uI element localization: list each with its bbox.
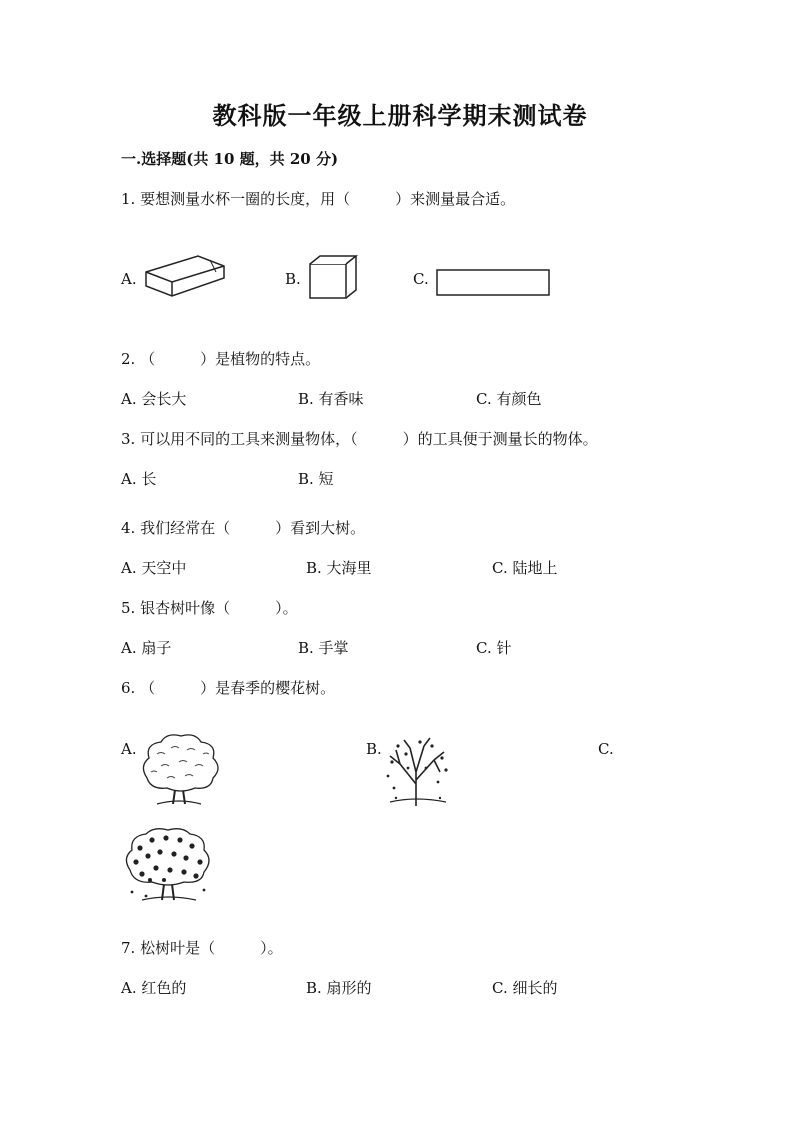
q7-option-c[interactable]: C. 细长的 (492, 979, 558, 997)
question-5: 5. 银杏树叶像（ ）。 (121, 599, 298, 617)
cube-icon (308, 254, 358, 302)
q4-option-c[interactable]: C. 陆地上 (492, 559, 558, 577)
q1-option-c[interactable]: C. (413, 270, 429, 288)
rectangle-strip-icon (436, 269, 552, 297)
question-1: 1. 要想测量水杯一圈的长度，用（ ）来测量最合适。 (121, 190, 516, 208)
q2-option-b[interactable]: B. 有香味 (298, 390, 364, 408)
q7-option-b[interactable]: B. 扇形的 (306, 979, 372, 997)
q5-option-c[interactable]: C. 针 (476, 639, 512, 657)
bare-tree-icon (380, 732, 454, 810)
q2-option-a[interactable]: A. 会长大 (121, 390, 187, 408)
q1-option-b[interactable]: B. (285, 270, 301, 288)
question-7: 7. 松树叶是（ ）。 (121, 939, 283, 957)
q2-option-c[interactable]: C. 有颜色 (476, 390, 542, 408)
flowering-tree-icon (137, 732, 223, 808)
q6-option-a[interactable]: A. (121, 740, 137, 758)
question-6: 6. （ ）是春季的樱花树。 (121, 679, 336, 697)
q1-option-a[interactable]: A. (121, 270, 137, 288)
q5-option-b[interactable]: B. 手掌 (298, 639, 349, 657)
q6-option-b[interactable]: B. (366, 740, 382, 758)
fruit-tree-icon (120, 826, 216, 906)
page-title: 教科版一年级上册科学期末测试卷 (212, 101, 588, 130)
eraser-icon (140, 250, 230, 300)
q6-option-c[interactable]: C. (598, 740, 614, 758)
q7-option-a[interactable]: A. 红色的 (121, 979, 187, 997)
q4-option-b[interactable]: B. 大海里 (306, 559, 372, 577)
q3-option-a[interactable]: A. 长 (121, 470, 157, 488)
question-2: 2. （ ）是植物的特点。 (121, 350, 321, 368)
q3-option-b[interactable]: B. 短 (298, 470, 334, 488)
q4-option-a[interactable]: A. 天空中 (121, 559, 187, 577)
question-4: 4. 我们经常在（ ）看到大树。 (121, 519, 366, 537)
section-heading: 一.选择题(共 10 题，共 20 分) (121, 150, 339, 168)
q5-option-a[interactable]: A. 扇子 (121, 639, 172, 657)
question-3: 3. 可以用不同的工具来测量物体，（ ）的工具便于测量长的物体。 (121, 430, 598, 448)
